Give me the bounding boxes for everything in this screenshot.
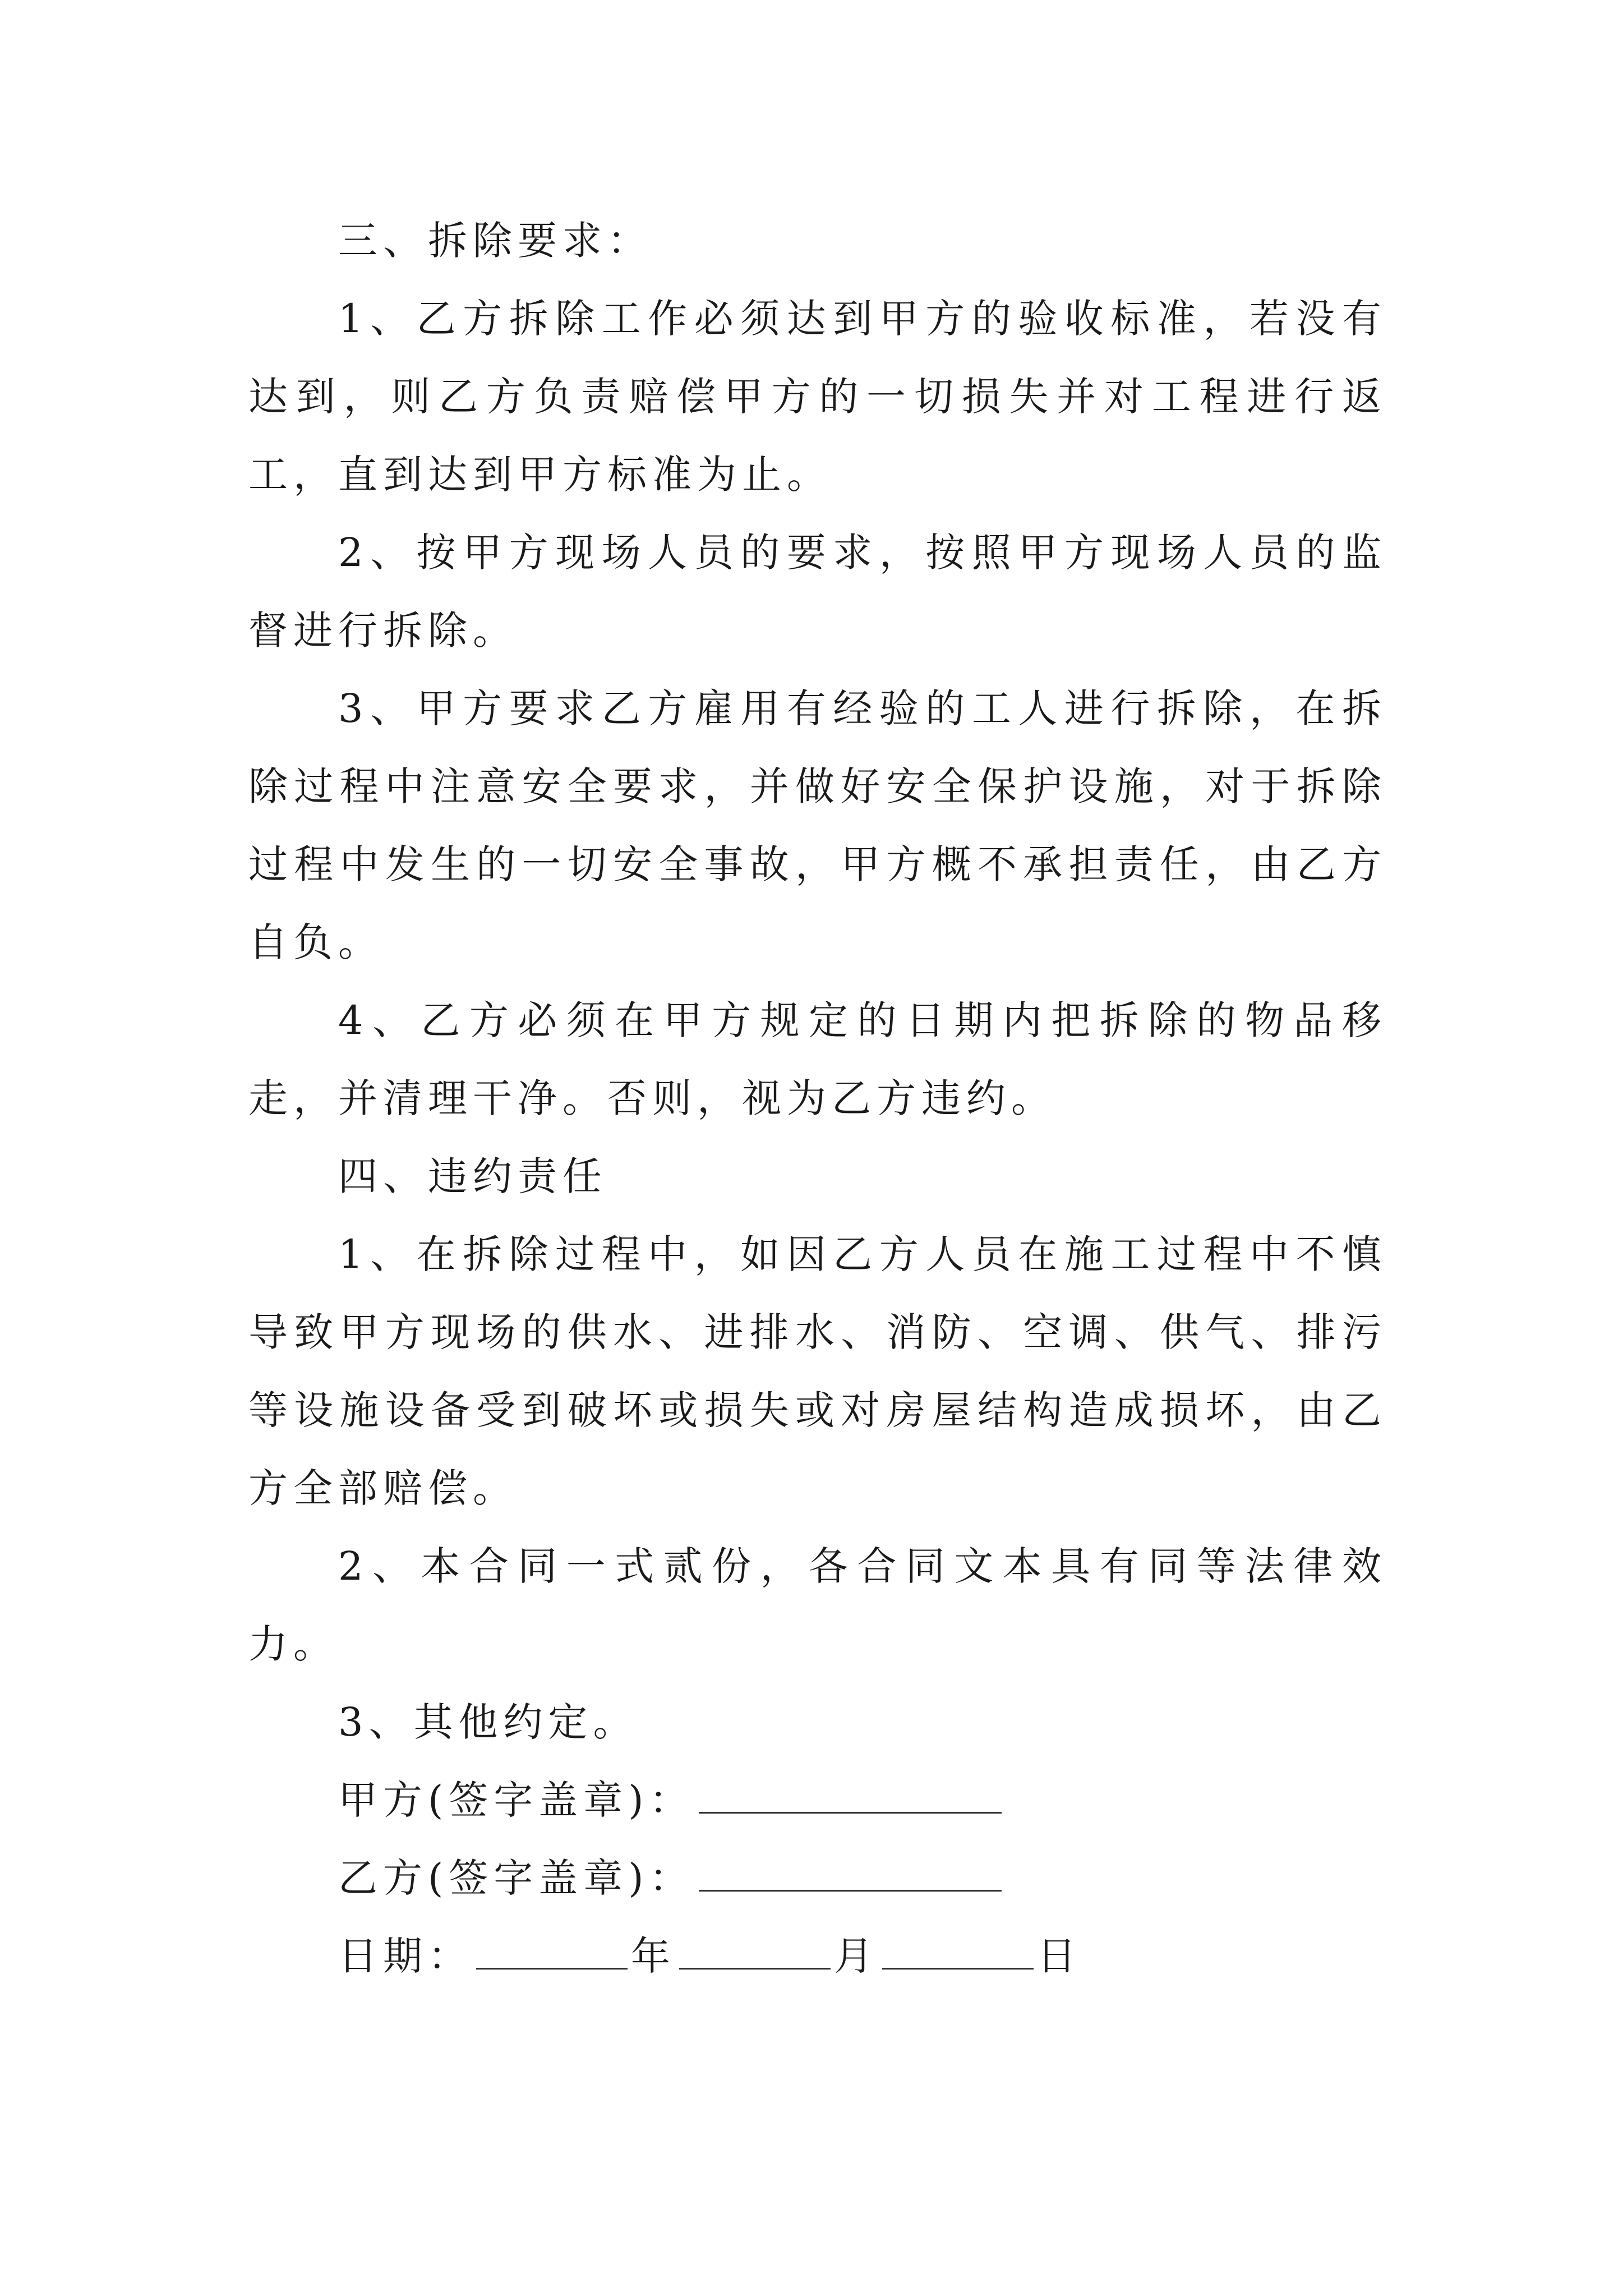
section-4-title: 四、违约责任 xyxy=(338,1153,607,1199)
party-b-signature-line xyxy=(248,1839,1387,1917)
party-a-signature-blank[interactable] xyxy=(699,1767,1002,1814)
year-label: 年 xyxy=(631,1933,676,1979)
day-blank[interactable] xyxy=(882,1923,1034,1970)
section-4-item-3: 3、其他约定。 xyxy=(338,1699,638,1745)
section-3-item-4: 4、乙方必须在甲方规定的日期内把拆除的物品移走，并清理干净。否则，视为乙方违约。 xyxy=(248,997,1387,1121)
party-b-signature-blank[interactable] xyxy=(699,1845,1002,1892)
section-3-item-3: 3、甲方要求乙方雇用有经验的工人进行拆除，在拆除过程中注意安全要求，并做好安全保护设施，对于拆除过程中发生的一切安全事故，甲方概不承担责任，由乙方自负。 xyxy=(248,685,1387,965)
section-4-item-1: 1、在拆除过程中，如因乙方人员在施工过程中不慎导致甲方现场的供水、进排水、消防、空调、供气、排污等设施设备受到破坏或损失或对房屋结构造成损坏，由乙方全部赔偿。 xyxy=(248,1231,1387,1511)
section-3-title: 三、拆除要求： xyxy=(338,218,652,264)
year-blank[interactable] xyxy=(476,1923,628,1970)
section-3-item-1: 1、乙方拆除工作必须达到甲方的验收标准，若没有达到，则乙方负责赔偿甲方的一切损失并对工程进行返工，直到达到甲方标准为止。 xyxy=(248,296,1387,498)
date-label: 日期： xyxy=(338,1933,473,1979)
month-blank[interactable] xyxy=(679,1923,831,1970)
party-b-label: 乙方(签字盖章)： xyxy=(338,1855,694,1901)
date-line xyxy=(248,1917,1387,1995)
day-label: 日 xyxy=(1037,1933,1082,1979)
party-a-signature-line xyxy=(248,1761,1387,1839)
party-a-label: 甲方(签字盖章)： xyxy=(338,1777,694,1823)
contract-body xyxy=(248,202,1387,1995)
section-4-item-2: 2、本合同一式贰份，各合同文本具有同等法律效力。 xyxy=(248,1543,1387,1667)
month-label: 月 xyxy=(834,1933,879,1979)
section-3-item-2: 2、按甲方现场人员的要求，按照甲方现场人员的监督进行拆除。 xyxy=(248,530,1387,654)
